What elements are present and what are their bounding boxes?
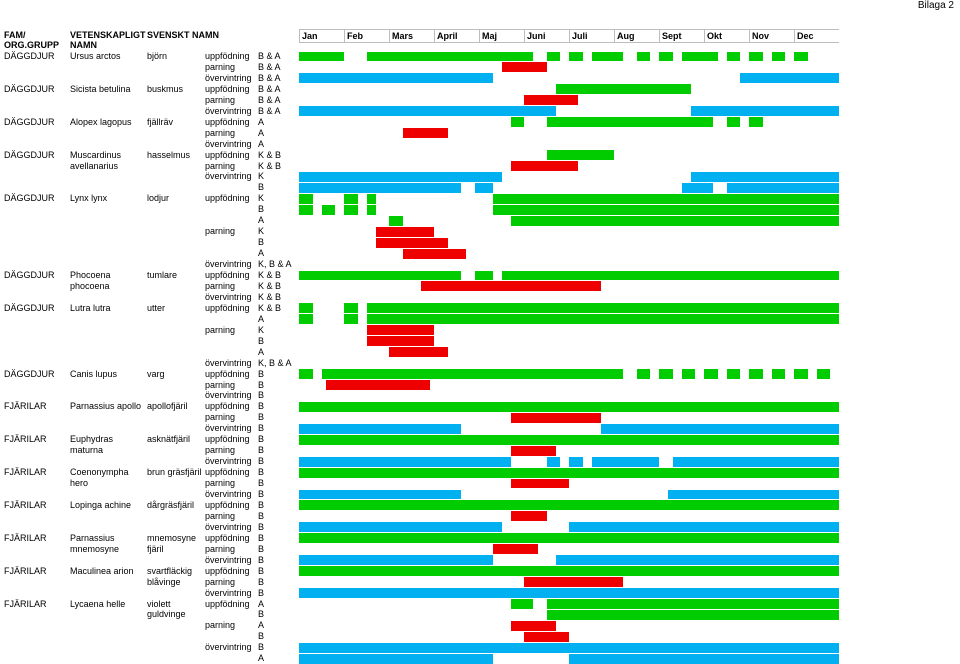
period-bar: [569, 654, 839, 664]
region-code: B: [258, 554, 265, 565]
activity-label: parning: [205, 379, 236, 390]
period-bar: [592, 457, 660, 467]
month-nov: Nov: [749, 30, 794, 42]
activity-label: övervintring: [205, 259, 252, 270]
region-code: B: [258, 587, 265, 598]
scientific-name: maturna: [70, 445, 104, 456]
activity-label: uppfödning: [205, 83, 250, 94]
scientific-name: Parnassius: [70, 532, 115, 543]
period-bar: [299, 588, 839, 598]
region-code: B: [258, 445, 265, 456]
region-code: B: [258, 237, 265, 248]
organism-group: DÄGGDJUR: [4, 368, 55, 379]
region-code: B: [258, 510, 265, 521]
region-code: B: [258, 335, 265, 346]
period-bar: [817, 369, 831, 379]
activity-label: övervintring: [205, 291, 252, 302]
period-bar: [511, 446, 556, 456]
period-bar: [403, 128, 448, 138]
period-bar: [376, 238, 448, 248]
region-code: A: [258, 248, 265, 259]
region-code: B: [258, 576, 265, 587]
swedish-name: lodjur: [147, 193, 170, 204]
activity-label: parning: [205, 226, 236, 237]
header-fam: FAM/: [4, 30, 26, 40]
header-scientific-name-2: NAMN: [70, 40, 97, 50]
activity-label: övervintring: [205, 521, 252, 532]
region-code: B: [258, 467, 265, 478]
region-code: K: [258, 193, 265, 204]
period-bar: [547, 610, 840, 620]
period-bar: [367, 336, 435, 346]
activity-label: parning: [205, 510, 236, 521]
period-bar: [389, 347, 448, 357]
organism-group: DÄGGDJUR: [4, 83, 55, 94]
swedish-name: tumlare: [147, 270, 178, 280]
organism-group: DÄGGDJUR: [4, 270, 55, 280]
scientific-name: Canis lupus: [70, 368, 118, 379]
region-code: B & A: [258, 83, 281, 94]
period-bar: [367, 194, 376, 204]
period-bar: [299, 490, 461, 500]
period-bar: [299, 643, 839, 653]
activity-label: övervintring: [205, 138, 252, 149]
swedish-name: guldvinge: [147, 609, 186, 620]
region-code: A: [258, 215, 265, 226]
activity-label: parning: [205, 412, 236, 423]
activity-label: parning: [205, 543, 236, 554]
swedish-name: violett: [147, 598, 171, 609]
region-code: B: [258, 456, 265, 467]
period-bar: [511, 117, 525, 127]
swedish-name: fjäril: [147, 543, 164, 554]
period-bar: [299, 194, 313, 204]
period-bar: [682, 52, 718, 62]
swedish-name: varg: [147, 368, 165, 379]
month-jan: Jan: [299, 30, 344, 42]
month-mars: Mars: [389, 30, 434, 42]
period-bar: [740, 73, 839, 83]
activity-label: övervintring: [205, 171, 252, 182]
period-bar: [524, 95, 578, 105]
activity-label: övervintring: [205, 357, 252, 368]
period-bar: [682, 183, 714, 193]
activity-label: parning: [205, 127, 236, 138]
region-code: B: [258, 423, 265, 434]
region-code: K: [258, 324, 265, 335]
organism-group: DÄGGDJUR: [4, 116, 55, 127]
scientific-name: Sicista betulina: [70, 83, 131, 94]
period-bar: [547, 117, 714, 127]
activity-label: övervintring: [205, 423, 252, 434]
period-bar: [299, 566, 839, 576]
region-code: B & A: [258, 105, 281, 116]
swedish-name: asknätfjäril: [147, 434, 191, 445]
region-code: K & B: [258, 149, 282, 160]
organism-group: FJÄRILAR: [4, 532, 47, 543]
region-code: B: [258, 499, 265, 510]
scientific-name: Alopex lagopus: [70, 116, 132, 127]
region-code: K, B & A: [258, 357, 292, 368]
period-bar: [376, 227, 435, 237]
organism-group: DÄGGDJUR: [4, 193, 55, 204]
period-bar: [299, 314, 313, 324]
activity-label: parning: [205, 324, 236, 335]
period-bar: [299, 271, 461, 281]
period-bar: [772, 369, 786, 379]
scientific-name: Lutra lutra: [70, 302, 111, 313]
period-bar: [569, 52, 583, 62]
month-sept: Sept: [659, 30, 704, 42]
period-bar: [299, 424, 461, 434]
period-bar: [299, 402, 839, 412]
region-code: B: [258, 521, 265, 532]
swedish-name: hasselmus: [147, 149, 191, 160]
activity-label: parning: [205, 160, 236, 171]
period-bar: [511, 479, 570, 489]
activity-label: parning: [205, 478, 236, 489]
scientific-name: Muscardinus: [70, 149, 122, 160]
period-bar: [299, 52, 344, 62]
organism-group: DÄGGDJUR: [4, 51, 55, 61]
activity-label: övervintring: [205, 72, 252, 83]
month-feb: Feb: [344, 30, 389, 42]
activity-label: parning: [205, 620, 236, 631]
period-bar: [493, 205, 840, 215]
period-bar: [637, 369, 651, 379]
month-maj: Maj: [479, 30, 524, 42]
organism-group: FJÄRILAR: [4, 598, 47, 609]
period-bar: [569, 457, 583, 467]
region-code: B: [258, 642, 265, 653]
swedish-name: björn: [147, 51, 168, 61]
activity-label: parning: [205, 280, 236, 291]
scientific-name: Euphydras: [70, 434, 114, 445]
activity-label: uppfödning: [205, 149, 250, 160]
activity-label: övervintring: [205, 642, 252, 653]
period-bar: [299, 73, 493, 83]
period-bar: [704, 369, 718, 379]
period-bar: [511, 216, 840, 226]
period-bar: [749, 52, 763, 62]
swedish-name: dårgräsfjäril: [147, 499, 195, 510]
period-bar: [322, 369, 624, 379]
period-bar: [475, 183, 493, 193]
region-code: A: [258, 598, 265, 609]
period-bar: [749, 369, 763, 379]
period-bar: [547, 599, 840, 609]
header-swedish-name: SVENSKT NAMN: [147, 30, 220, 40]
period-bar: [727, 52, 741, 62]
organism-group: FJÄRILAR: [4, 467, 47, 478]
period-bar: [299, 205, 313, 215]
period-bar: [659, 52, 673, 62]
activity-label: övervintring: [205, 587, 252, 598]
period-bar: [524, 632, 569, 642]
period-bar: [299, 303, 313, 313]
region-code: K & B: [258, 280, 282, 291]
period-bar: [749, 117, 763, 127]
activity-label: parning: [205, 94, 236, 105]
region-code: A: [258, 313, 265, 324]
region-code: K, B & A: [258, 259, 292, 270]
period-bar: [367, 52, 534, 62]
page-label: Bilaga 2: [917, 0, 954, 11]
period-bar: [299, 106, 556, 116]
region-code: B: [258, 412, 265, 423]
period-bar: [691, 172, 840, 182]
swedish-name: apollofjäril: [147, 401, 188, 412]
period-bar: [299, 468, 839, 478]
period-bar: [502, 62, 547, 72]
period-bar: [511, 161, 579, 171]
activity-label: parning: [205, 576, 236, 587]
period-bar: [668, 490, 839, 500]
organism-group: FJÄRILAR: [4, 401, 47, 412]
activity-label: övervintring: [205, 489, 252, 499]
activity-label: uppfödning: [205, 532, 250, 543]
period-bar: [403, 249, 466, 259]
period-bar: [344, 314, 358, 324]
organism-group: FJÄRILAR: [4, 565, 47, 576]
region-code: B: [258, 609, 265, 620]
header-scientific-name-1: VETENSKAPLIGT: [70, 30, 146, 40]
region-code: A: [258, 346, 265, 357]
swedish-name: buskmus: [147, 83, 184, 94]
period-bar: [601, 424, 840, 434]
period-bar: [673, 457, 840, 467]
activity-label: uppfödning: [205, 302, 250, 313]
region-code: A: [258, 653, 265, 664]
period-bar: [367, 314, 840, 324]
period-bar: [299, 555, 493, 565]
activity-label: uppfödning: [205, 116, 250, 127]
period-bar: [547, 52, 561, 62]
period-bar: [344, 303, 358, 313]
activity-label: uppfödning: [205, 401, 250, 412]
period-bar: [772, 52, 786, 62]
activity-label: uppfödning: [205, 499, 250, 510]
activity-label: uppfödning: [205, 368, 250, 379]
region-code: K & B: [258, 160, 282, 171]
activity-label: parning: [205, 61, 236, 72]
period-bar: [421, 281, 601, 291]
activity-label: övervintring: [205, 105, 252, 116]
organism-group: FJÄRILAR: [4, 434, 47, 445]
activity-label: övervintring: [205, 554, 252, 565]
period-bar: [493, 544, 538, 554]
region-code: K: [258, 171, 265, 182]
period-bar: [511, 413, 601, 423]
period-bar: [524, 577, 623, 587]
period-bar: [299, 183, 461, 193]
region-code: A: [258, 620, 265, 631]
period-bar: [299, 500, 839, 510]
region-code: B: [258, 543, 265, 554]
region-code: B & A: [258, 51, 281, 61]
swedish-name: brun gräsfjäril: [147, 467, 202, 478]
region-code: B: [258, 182, 265, 193]
swedish-name: mnemosyne: [147, 532, 197, 543]
period-bar: [299, 533, 839, 543]
period-bar: [493, 194, 840, 204]
region-code: B: [258, 631, 265, 642]
period-bar: [511, 621, 556, 631]
period-bar: [682, 369, 696, 379]
period-bar: [299, 435, 839, 445]
region-code: B: [258, 489, 265, 499]
period-bar: [475, 271, 493, 281]
activity-label: uppfödning: [205, 467, 250, 478]
swedish-name: blåvinge: [147, 576, 181, 587]
region-code: B & A: [258, 61, 281, 72]
activity-label: uppfödning: [205, 51, 250, 61]
period-bar: [556, 84, 691, 94]
organism-group: FJÄRILAR: [4, 499, 47, 510]
activity-label: uppfödning: [205, 270, 250, 280]
region-code: B: [258, 401, 265, 412]
period-bar: [344, 205, 358, 215]
period-bar: [344, 194, 358, 204]
activity-label: uppfödning: [205, 598, 250, 609]
period-bar: [299, 654, 493, 664]
scientific-name: Parnassius apollo: [70, 401, 142, 412]
scientific-name: Lynx lynx: [70, 193, 108, 204]
period-bar: [511, 511, 547, 521]
region-code: B & A: [258, 72, 281, 83]
scientific-name: Maculinea arion: [70, 565, 134, 576]
swedish-name: utter: [147, 302, 166, 313]
period-bar: [556, 555, 840, 565]
scientific-name: Ursus arctos: [70, 51, 121, 61]
region-code: B: [258, 565, 265, 576]
period-bar: [502, 271, 840, 281]
scientific-name: mnemosyne: [70, 543, 120, 554]
region-code: A: [258, 138, 265, 149]
period-bar: [727, 183, 840, 193]
month-juni: Juni: [524, 30, 569, 42]
scientific-name: phocoena: [70, 280, 110, 291]
period-bar: [659, 369, 673, 379]
period-bar: [727, 369, 741, 379]
month-dec: Dec: [794, 30, 839, 42]
region-code: B: [258, 204, 265, 215]
activity-label: parning: [205, 445, 236, 456]
activity-label: övervintring: [205, 390, 252, 401]
scientific-name: hero: [70, 478, 89, 489]
period-bar: [367, 325, 435, 335]
activity-label: uppfödning: [205, 434, 250, 445]
period-bar: [389, 216, 403, 226]
period-bar: [547, 457, 561, 467]
region-code: K & B: [258, 302, 282, 313]
period-bar: [299, 369, 313, 379]
period-bar: [299, 457, 511, 467]
scientific-name: Lycaena helle: [70, 598, 126, 609]
activity-label: uppfödning: [205, 193, 250, 204]
period-bar: [569, 522, 839, 532]
period-bar: [367, 205, 376, 215]
region-code: K: [258, 226, 265, 237]
period-bar: [299, 522, 502, 532]
region-code: B: [258, 379, 265, 390]
scientific-name: Lopinga achine: [70, 499, 132, 510]
activity-label: uppfödning: [205, 565, 250, 576]
region-code: B: [258, 368, 265, 379]
scientific-name: avellanarius: [70, 160, 119, 171]
region-code: B: [258, 434, 265, 445]
organism-group: DÄGGDJUR: [4, 302, 55, 313]
period-bar: [727, 117, 741, 127]
region-code: A: [258, 116, 265, 127]
swedish-name: fjällräv: [147, 116, 174, 127]
month-aug: Aug: [614, 30, 659, 42]
period-bar: [326, 380, 430, 390]
period-bar: [637, 52, 651, 62]
period-bar: [691, 106, 840, 116]
period-bar: [322, 205, 336, 215]
scientific-name: Coenonympha: [70, 467, 129, 478]
region-code: K & B: [258, 291, 282, 302]
period-bar: [794, 52, 808, 62]
period-bar: [511, 599, 534, 609]
period-bar: [367, 303, 840, 313]
period-bar: [299, 172, 502, 182]
swedish-name: svartfläckig: [147, 565, 193, 576]
period-bar: [547, 150, 615, 160]
period-bar: [794, 369, 808, 379]
region-code: B: [258, 478, 265, 489]
month-april: April: [434, 30, 479, 42]
organism-group: DÄGGDJUR: [4, 149, 55, 160]
header-orggrupp: ORG.GRUPP: [4, 40, 60, 50]
region-code: B: [258, 390, 265, 401]
region-code: B: [258, 532, 265, 543]
period-bar: [592, 52, 624, 62]
month-okt: Okt: [704, 30, 749, 42]
month-juli: Juli: [569, 30, 614, 42]
region-code: A: [258, 127, 265, 138]
region-code: K & B: [258, 270, 282, 280]
scientific-name: Phocoena: [70, 270, 111, 280]
activity-label: övervintring: [205, 456, 252, 467]
region-code: B & A: [258, 94, 281, 105]
